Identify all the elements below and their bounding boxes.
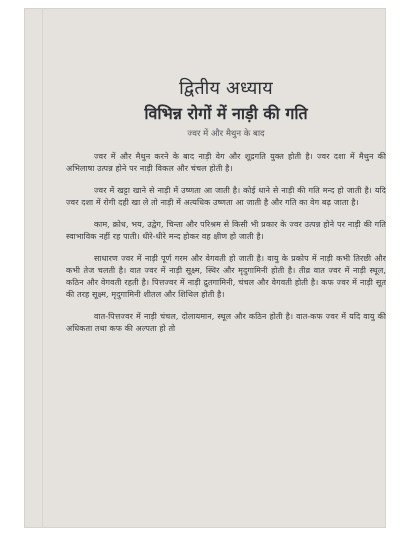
section-subtitle: ज्वर में और मैथुन के बाद bbox=[187, 129, 265, 139]
paragraph-5: वात-पित्तज्वर में नाड़ी चंचल, दोलायमान, स्थूल और कठिन होती है। वात-कफ ज्वर में यदि वायु की अधिकता तथा कफ की अल्पता हो तो bbox=[66, 312, 386, 333]
page-content bbox=[66, 66, 386, 335]
paragraph-3: काम, क्रोध, भय, उद्वेग, चिन्ता और परिश्रम से किसी भी प्रकार के ज्वर उत्पन्न होने पर नाड़ी की गति स्वाभाविक नहीं रह पाती। धीरे-धीरे मन्द होकर वह क्षीण हो जाती है। bbox=[66, 220, 386, 241]
chapter-heading: द्वितीय अध्याय bbox=[179, 78, 273, 99]
paragraph-1: ज्वर में और मैथुन करने के बाद नाड़ी वेग और शूद्रगति युक्त होती है। ज्वर दशा में मैथुन की अभिलाषा उत्पन्न होने पर नाड़ी विकल और चंचल होती है। bbox=[66, 152, 386, 173]
paragraph-2: ज्वर में खट्टा खाने से नाड़ी में उष्णता आ जाती है। कोई धाने से नाड़ी की गति मन्द हो जाती है। यदि ज्वर दशा में रोगी दही खा ले तो नाड़ी में अत्यधिक उष्णता आ जाती है और गति का वेग बढ़ जाता है। bbox=[66, 186, 386, 207]
paragraph-4: साधारण ज्वर में नाड़ी पूर्ण गरम और वेगवती हो जाती है। वायु के प्रकोप में नाड़ी कभी तिरछी और कभी तेज चलती है। वात ज्वर में नाड़ी सूक्ष्म, स्थिर और मृदुगामिनी होती है। तीव्र वात ज्वर में नाड़ी स्थूल, कठिन और वेगवती रहती है। पित्तज्वर में नाड़ी द्रुतगामिनी, चंचल और वेगवती होती है। कफ ज्वर में नाड़ी सूत की तरह सूक्ष्म, मृदुगामिनी शीतल और शिथिल होती है। bbox=[66, 254, 386, 299]
book-page bbox=[24, 8, 386, 528]
chapter-title: विभिन्न रोगों में नाड़ी की गति bbox=[144, 104, 308, 123]
